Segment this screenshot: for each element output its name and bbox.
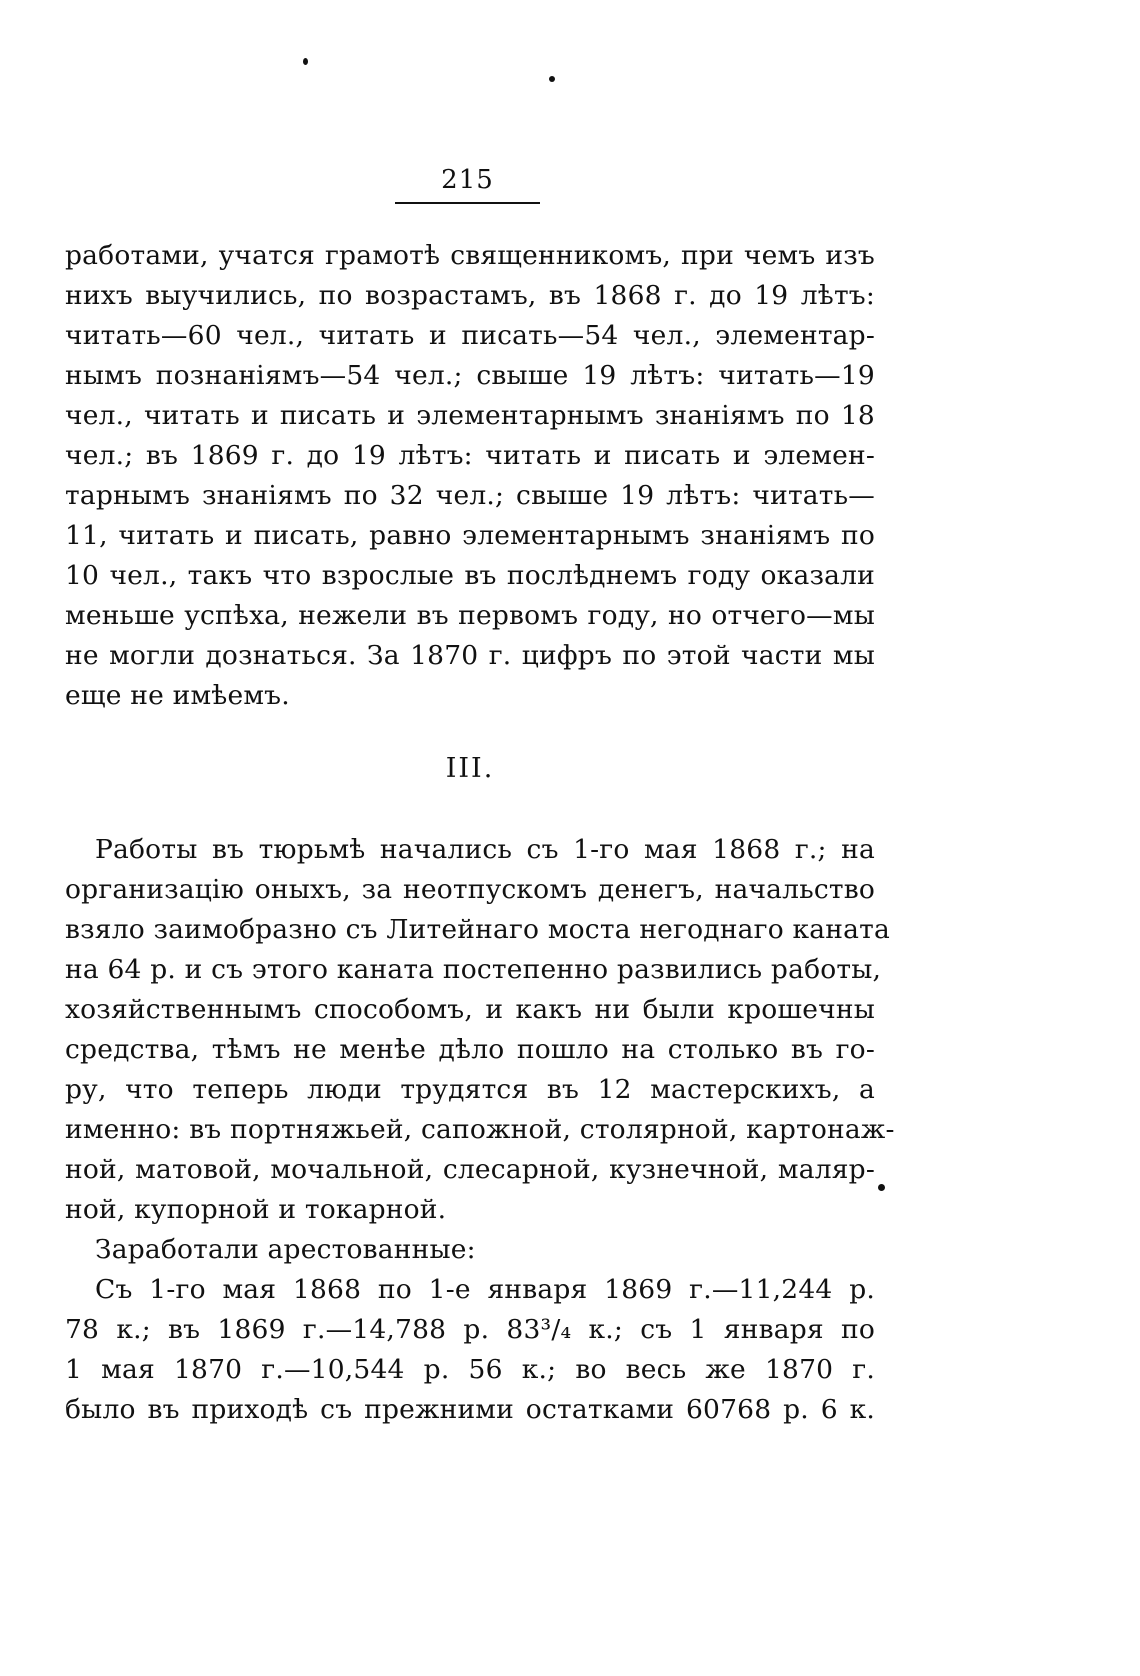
- page-number-rule: [395, 202, 540, 204]
- text-line: нихъ выучились, по возрастамъ, въ 1868 г. до 19 лѣтъ:: [65, 280, 875, 311]
- page-number: 215: [441, 165, 494, 195]
- text-line: читать—60 чел., читать и писать—54 чел., элементар-: [65, 320, 875, 351]
- text-line: Съ 1-го мая 1868 по 1-е января 1869 г.—11,244 р.: [95, 1274, 875, 1305]
- text-line: средства, тѣмъ не менѣе дѣло пошло на столько въ го-: [65, 1034, 875, 1065]
- text-line: ной, матовой, мочальной, слесарной, кузнечной, маляр-: [65, 1154, 875, 1185]
- text-line: работами, учатся грамотѣ священникомъ, при чемъ изъ: [65, 240, 875, 271]
- paragraph-continued: [65, 236, 875, 716]
- scan-speck: [303, 58, 308, 65]
- text-line: 10 чел., такъ что взрослые въ послѣднемъ году оказали: [65, 560, 875, 591]
- text-line: меньше успѣха, нежели въ первомъ году, но отчего—мы: [65, 600, 875, 631]
- text-line: ру, что теперь люди трудятся въ 12 мастерскихъ, а: [65, 1074, 875, 1105]
- text-line: 78 к.; въ 1869 г.—14,788 р. 83³/₄ к.; съ 1 января по: [65, 1314, 875, 1345]
- text-line: организацію оныхъ, за неотпускомъ денегъ, начальство: [65, 874, 875, 905]
- text-line: именно: въ портняжьей, сапожной, столярной, картонаж-: [65, 1114, 895, 1145]
- text-line: Заработали арестованные:: [95, 1234, 476, 1265]
- text-line: было въ приходѣ съ прежними остатками 60768 р. 6 к.: [65, 1394, 875, 1425]
- scan-speck: [549, 76, 555, 82]
- text-line: чел., читать и писать и элементарнымъ знаніямъ по 18: [65, 400, 875, 431]
- text-line: на 64 р. и съ этого каната постепенно развились работы,: [65, 954, 882, 985]
- text-line: нымъ познаніямъ—54 чел.; свыше 19 лѣтъ: читать—19: [65, 360, 875, 391]
- text-line: хозяйственнымъ способомъ, и какъ ни были крошечны: [65, 994, 875, 1025]
- text-line: еще не имѣемъ.: [65, 680, 290, 711]
- text-line: чел.; въ 1869 г. до 19 лѣтъ: читать и писать и элемен-: [65, 440, 875, 471]
- text-line: ной, купорной и токарной.: [65, 1194, 447, 1225]
- text-line: тарнымъ знаніямъ по 32 чел.; свыше 19 лѣтъ: читать—: [65, 480, 875, 511]
- text-line: Работы въ тюрьмѣ начались съ 1-го мая 1868 г.; на: [95, 834, 875, 865]
- text-line: не могли дознаться. За 1870 г. цифръ по этой части мы: [65, 640, 875, 671]
- text-line: 1 мая 1870 г.—10,544 р. 56 к.; во весь же 1870 г.: [65, 1354, 875, 1385]
- section-heading: III.: [445, 753, 495, 784]
- scan-speck: [878, 1184, 885, 1191]
- text-line: взяло заимобразно съ Литейнаго моста негоднаго каната: [65, 914, 891, 945]
- text-line: 11, читать и писать, равно элементарнымъ знаніямъ по: [65, 520, 875, 551]
- paragraph-works: [65, 830, 895, 1430]
